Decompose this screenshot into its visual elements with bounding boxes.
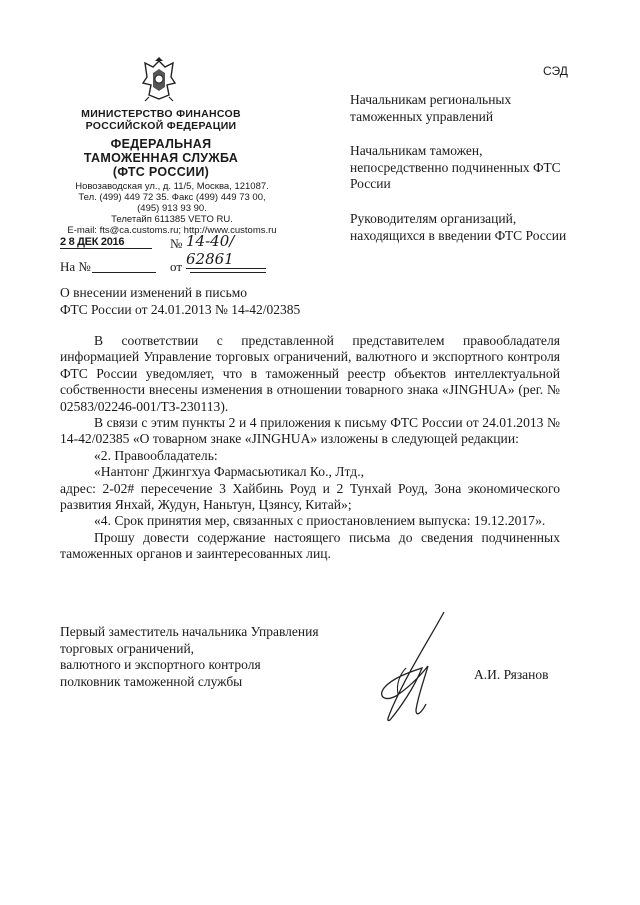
address-line-4: Телетайп 611385 VETO RU. bbox=[111, 214, 233, 225]
subject-line-2: ФТС России от 24.01.2013 № 14-42/02385 bbox=[60, 301, 301, 317]
service-line-2: ТАМОЖЕННАЯ СЛУЖБА bbox=[83, 151, 239, 165]
contact-block bbox=[56, 181, 288, 236]
service-name bbox=[56, 137, 266, 179]
paragraph-2: В связи с этим пункты 2 и 4 приложения к письму ФТС России от 24.01.2013 № 14-42/02385 «О товарном знаке «JINGHUA» изложены в следующей редакции: bbox=[60, 415, 560, 447]
subject-line-1: О внесении изменений в письмо bbox=[60, 285, 248, 300]
address-line-3: (495) 913 93 90. bbox=[137, 203, 207, 214]
reference-label: На № bbox=[60, 259, 91, 274]
reference-date-line bbox=[190, 272, 266, 273]
quote-item-2-header: «2. Правообладатель: bbox=[94, 447, 218, 463]
recipients-block bbox=[350, 92, 570, 244]
coat-of-arms-emblem bbox=[139, 57, 179, 103]
signatory-title-line-2: торговых ограничений, bbox=[60, 640, 195, 656]
paragraph-3: Прошу довести содержание настоящего письма до сведения подчиненных таможенных органов и заинтересованных лиц. bbox=[60, 529, 560, 562]
registration-date: 2 8 ДЕК 2016 bbox=[60, 236, 152, 249]
recipient-1: Начальникам региональных таможенных управлений bbox=[350, 92, 512, 124]
service-line-1: ФЕДЕРАЛЬНАЯ bbox=[110, 137, 212, 151]
signatory-name: А.И. Рязанов bbox=[474, 667, 549, 682]
quote-holder-name: «Нантонг Джингхуа Фармасьютикал Ко., Лтд., bbox=[94, 464, 364, 480]
quote-holder-address: адрес: 2-02# пересечение 3 Хайбинь Роуд и 2 Тунхай Роуд, Зона экономического развития Янхай, Жудун, Наньтун, Цзянсу, Китай»; bbox=[60, 480, 560, 513]
reference-number-line bbox=[92, 272, 156, 273]
signatory-title-line-4: полковник таможенной службы bbox=[60, 673, 243, 689]
signatory-title bbox=[60, 624, 350, 690]
ministry-line-1: МИНИСТЕРСТВО ФИНАНСОВ bbox=[81, 108, 241, 120]
recipient-3: Руководителям организаций, находящихся в введении ФТС России bbox=[350, 210, 567, 243]
paragraph-1: В соответствии с представленной представителем правообладателя информацией Управление торговых ограничений, валютного и экспортного контроля ФТС России уведомляет, что в таможенный реестр объектов интеллектуальной собственности внесены изменения в отношении товарного знака «JINGHUA» (рег. № 02583/02246-001/ТЗ-230113). bbox=[60, 333, 560, 414]
registration-number-label: № bbox=[170, 236, 183, 251]
address-line-1: Новозаводская ул., д. 11/5, Москва, 121087. bbox=[75, 181, 269, 192]
quote-item-4: «4. Срок принятия мер, связанных с приостановлением выпуска: 19.12.2017». bbox=[94, 513, 546, 529]
address-line-5: E-mail: fts@ca.customs.ru; http://www.customs.ru bbox=[67, 225, 277, 236]
registration-number-handwritten: 14-40/ 62861 bbox=[186, 232, 266, 269]
service-line-3: (ФТС РОССИИ) bbox=[112, 165, 210, 179]
signatory-title-line-3: валютного и экспортного контроля bbox=[60, 657, 261, 673]
letter-body bbox=[60, 333, 560, 563]
signatory-title-line-1: Первый заместитель начальника Управления bbox=[60, 624, 319, 639]
subject bbox=[60, 285, 360, 318]
sed-stamp: СЭД bbox=[543, 64, 568, 78]
reference-from-label: от bbox=[170, 259, 183, 274]
ministry-name bbox=[56, 108, 266, 132]
ministry-line-2: РОССИЙСКОЙ ФЕДЕРАЦИИ bbox=[85, 120, 237, 132]
address-line-2: Тел. (499) 449 72 35. Факс (499) 449 73 00, bbox=[78, 192, 266, 203]
recipient-2: Начальникам таможен, непосредственно подчиненных ФТС России bbox=[350, 143, 561, 192]
handwritten-signature bbox=[370, 608, 460, 728]
